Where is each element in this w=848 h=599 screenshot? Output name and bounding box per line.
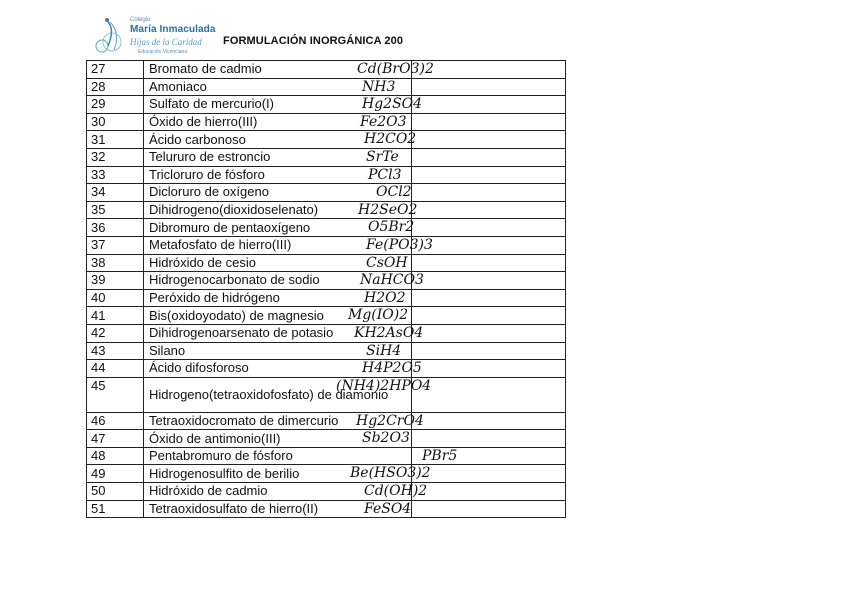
answer-cell <box>357 61 566 79</box>
compound-name: Amoniaco <box>144 78 412 96</box>
table-row <box>87 148 566 166</box>
compound-name: Pentabromuro de fósforo <box>144 447 412 465</box>
table-row <box>87 500 566 518</box>
handwritten-formula: SiH4 <box>366 342 402 359</box>
row-number: 35 <box>87 201 144 219</box>
handwritten-formula: PBr5 <box>422 447 458 464</box>
table-row <box>87 236 566 254</box>
row-number: 38 <box>87 254 144 272</box>
answer-cell <box>354 324 566 342</box>
row-number: 29 <box>87 96 144 114</box>
handwritten-formula: NH3 <box>362 78 396 95</box>
row-number: 43 <box>87 342 144 360</box>
row-number: 31 <box>87 131 144 149</box>
handwritten-formula: Cd(OH)2 <box>364 483 428 500</box>
answer-cell <box>348 307 566 325</box>
compound-name: Dibromuro de pentaoxígeno <box>144 219 412 237</box>
answer-cell <box>362 430 566 448</box>
row-number: 39 <box>87 272 144 290</box>
compound-name: Metafosfato de hierro(III) <box>144 236 412 254</box>
handwritten-formula: H2SeO2 <box>358 201 418 218</box>
row-number: 28 <box>87 78 144 96</box>
compound-name: Hidrogenocarbonato de sodio <box>144 272 412 290</box>
logo-name: María Inmaculada <box>130 24 216 35</box>
table-row <box>87 131 566 149</box>
row-number: 47 <box>87 430 144 448</box>
table-row <box>87 289 566 307</box>
answer-cell <box>364 483 566 501</box>
answer-cell <box>368 219 566 237</box>
answer-cell <box>336 377 566 412</box>
answer-cell <box>412 447 566 465</box>
row-number: 36 <box>87 219 144 237</box>
row-number: 32 <box>87 148 144 166</box>
handwritten-formula: Fe2O3 <box>360 113 407 130</box>
table-row <box>87 377 566 412</box>
answer-cell <box>350 465 566 483</box>
table-row <box>87 307 566 325</box>
compound-name: Dicloruro de oxígeno <box>144 184 412 202</box>
handwritten-formula: Be(HSO3)2 <box>350 465 431 482</box>
handwritten-formula: Hg2CrO4 <box>356 412 424 429</box>
handwritten-formula: Hg2SO4 <box>362 96 423 113</box>
compound-name: Ácido carbonoso <box>144 131 412 149</box>
table-row <box>87 254 566 272</box>
answer-cell <box>362 360 566 378</box>
table-row <box>87 465 566 483</box>
handwritten-formula: CsOH <box>366 254 408 271</box>
handwritten-formula: Fe(PO3)3 <box>366 236 433 253</box>
row-number: 50 <box>87 483 144 501</box>
answer-cell <box>366 148 566 166</box>
table-row <box>87 324 566 342</box>
school-logo <box>92 14 222 58</box>
answer-cell <box>364 500 566 518</box>
row-number: 37 <box>87 236 144 254</box>
answer-cell <box>356 412 566 430</box>
table-row <box>87 430 566 448</box>
table-row <box>87 483 566 501</box>
row-number: 34 <box>87 184 144 202</box>
table-row <box>87 78 566 96</box>
compound-name: Silano <box>144 342 412 360</box>
compound-name: Ácido difosforoso <box>144 360 412 378</box>
handwritten-formula: FeSO4 <box>364 500 412 517</box>
compound-name: Tetraoxidocromato de dimercurio <box>144 412 412 430</box>
table-row <box>87 166 566 184</box>
compound-name: Dihidrogenoarsenato de potasio <box>144 324 412 342</box>
row-number: 42 <box>87 324 144 342</box>
row-number: 48 <box>87 447 144 465</box>
answer-cell <box>362 78 566 96</box>
table-row <box>87 96 566 114</box>
table-row <box>87 113 566 131</box>
handwritten-formula: OCl2 <box>376 184 412 201</box>
answer-cell <box>360 272 566 290</box>
formulas-table <box>86 60 566 518</box>
compound-name: Sulfato de mercurio(I) <box>144 96 412 114</box>
logo-subtitle: Educación Vicenciana <box>138 49 188 55</box>
compound-name: Peróxido de hidrógeno <box>144 289 412 307</box>
row-number: 33 <box>87 166 144 184</box>
row-number: 27 <box>87 61 144 79</box>
row-number: 41 <box>87 307 144 325</box>
compound-name: Hidróxido de cesio <box>144 254 412 272</box>
answer-cell <box>366 236 566 254</box>
compound-name: Bromato de cadmio <box>144 61 412 79</box>
answer-cell <box>362 96 566 114</box>
page-title: FORMULACIÓN INORGÁNICA 200 <box>223 35 404 47</box>
row-number: 49 <box>87 465 144 483</box>
logo-script: Hijas de la Caridad <box>130 37 202 47</box>
row-number: 46 <box>87 412 144 430</box>
compound-name: Hidrogenosulfito de berilio <box>144 465 412 483</box>
handwritten-formula: Mg(IO)2 <box>348 307 409 324</box>
table-row <box>87 219 566 237</box>
row-number: 40 <box>87 289 144 307</box>
compound-name: Hidróxido de cadmio <box>144 483 412 501</box>
handwritten-formula: H4P2O5 <box>362 360 422 377</box>
table-row <box>87 360 566 378</box>
compound-name: Bis(oxidoyodato) de magnesio <box>144 307 412 325</box>
table-row <box>87 342 566 360</box>
table-row <box>87 272 566 290</box>
compound-name: Óxido de antimonio(III) <box>144 430 412 448</box>
answer-cell <box>364 131 566 149</box>
answer-cell <box>366 342 566 360</box>
logo-small-text: Colegio <box>130 17 151 23</box>
handwritten-formula: H2CO2 <box>364 131 417 148</box>
answer-cell <box>366 254 566 272</box>
answer-cell <box>360 113 566 131</box>
compound-name: Hidrogeno(tetraoxidofosfato) de diamonio <box>144 377 412 412</box>
compound-name: Dihidrogeno(dioxidoselenato) <box>144 201 412 219</box>
handwritten-formula: O5Br2 <box>368 219 415 236</box>
table-row <box>87 61 566 79</box>
compound-name: Óxido de hierro(III) <box>144 113 412 131</box>
compound-name: Telururo de estroncio <box>144 148 412 166</box>
answer-cell <box>368 166 566 184</box>
compound-name: Tricloruro de fósforo <box>144 166 412 184</box>
handwritten-formula: NaHCO3 <box>360 272 424 289</box>
handwritten-formula: H2O2 <box>364 289 406 306</box>
answer-cell <box>376 184 566 202</box>
table-row <box>87 412 566 430</box>
handwritten-formula: KH2AsO4 <box>354 324 424 341</box>
logo-emblem-icon <box>92 16 126 56</box>
handwritten-formula: SrTe <box>366 148 399 165</box>
table-row <box>87 201 566 219</box>
answer-cell <box>358 201 566 219</box>
table-row <box>87 184 566 202</box>
row-number: 45 <box>87 377 144 412</box>
answer-cell <box>364 289 566 307</box>
handwritten-formula: Cd(BrO3)2 <box>357 61 434 77</box>
handwritten-formula: (NH4)2HPO4 <box>336 377 432 394</box>
row-number: 44 <box>87 360 144 378</box>
handwritten-formula: Sb2O3 <box>362 430 410 447</box>
handwritten-formula: PCl3 <box>368 166 402 183</box>
table-row <box>87 447 566 465</box>
row-number: 30 <box>87 113 144 131</box>
row-number: 51 <box>87 500 144 518</box>
compound-name: Tetraoxidosulfato de hierro(II) <box>144 500 412 518</box>
